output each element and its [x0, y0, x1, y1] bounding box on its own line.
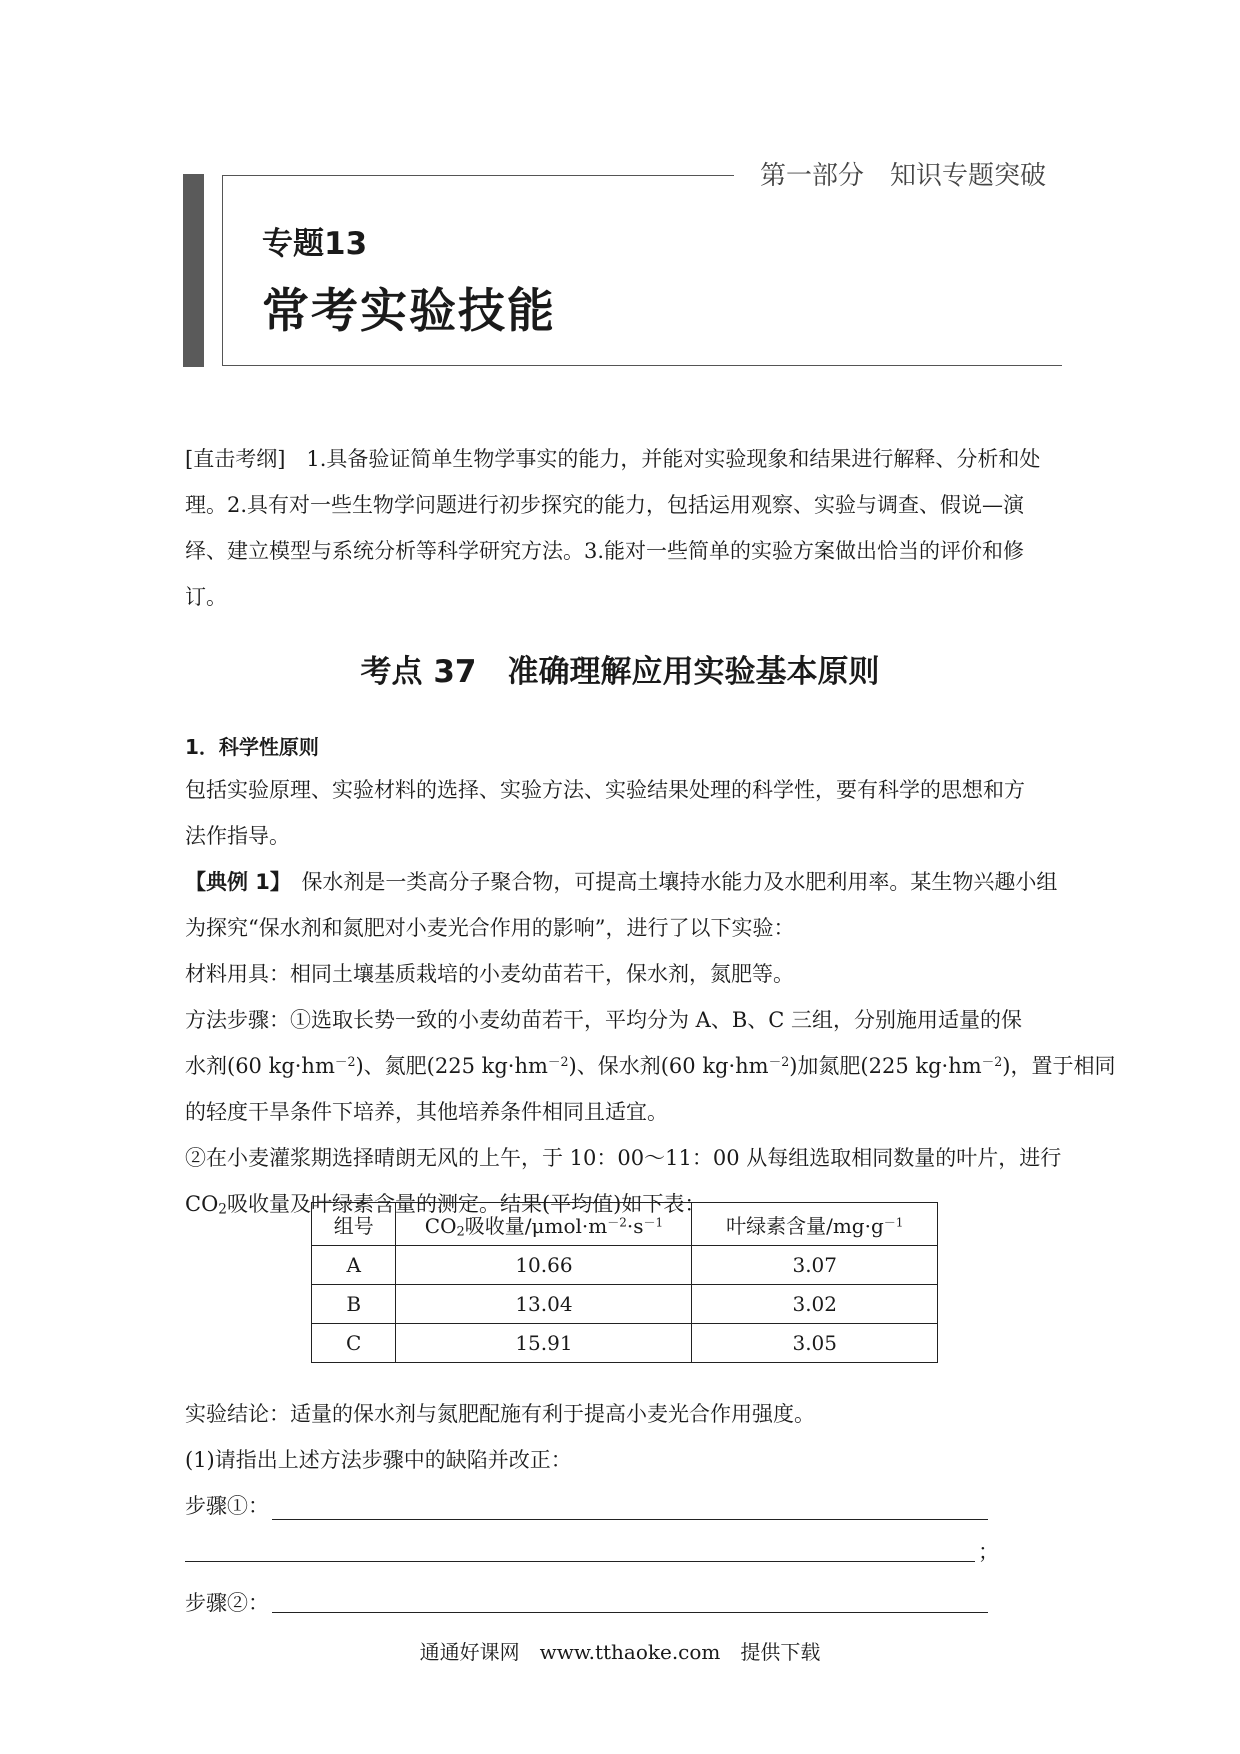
superscript: －2: [547, 1054, 569, 1070]
cell-group: B: [312, 1285, 396, 1324]
step1-label: 步骤①：: [185, 1494, 269, 1518]
superscript: －2: [768, 1054, 790, 1070]
body-text: [185, 767, 1116, 1227]
text-fragment: )、保水剂(60 kg·hm: [568, 1054, 769, 1078]
step2-answer-line[interactable]: [272, 1612, 988, 1613]
header-chlorophyll: [692, 1203, 938, 1246]
example-line: 为探究“保水剂和氮肥对小麦光合作用的影响”，进行了以下实验：: [185, 916, 795, 940]
text-fragment: )，置于相同: [1002, 1054, 1116, 1078]
example-text: 保水剂是一类高分子聚合物，可提高土壤持水能力及水肥利用率。某生物兴趣小组: [301, 870, 1058, 894]
text-fragment: 吸收量及叶绿素含量的测定。结果(平均值)如下表：: [226, 1192, 706, 1216]
title-frame-left-rule: [222, 175, 223, 365]
header-co2: [396, 1203, 692, 1246]
topic-title: 常考实验技能: [262, 284, 556, 339]
table-header-row: [312, 1203, 938, 1246]
step1-answer-line[interactable]: [272, 1519, 988, 1520]
step1-answer-line-2[interactable]: [185, 1561, 975, 1562]
cell-co2: 10.66: [396, 1246, 692, 1285]
method-line: 的轻度干旱条件下培养，其他培养条件相同且适宜。: [185, 1100, 668, 1124]
topic-number: 专题13: [262, 226, 368, 262]
results-table: [311, 1202, 938, 1363]
text-fragment: CO: [424, 1213, 457, 1238]
subscript: 2: [456, 1224, 465, 1240]
method-line-units: [185, 1043, 1116, 1089]
semicolon: ；: [978, 1540, 999, 1564]
text-fragment: 水剂(60 kg·hm: [185, 1054, 335, 1078]
syllabus-line: 理。2.具有对一些生物学问题进行初步探究的能力，包括运用观察、实验与调查、假说—演: [185, 493, 1025, 517]
exam-point-title: 考点 37 准确理解应用实验基本原则: [360, 654, 880, 690]
principle-line: 法作指导。: [185, 824, 290, 848]
conclusion-line: 实验结论：适量的保水剂与氮肥配施有利于提高小麦光合作用强度。: [185, 1402, 815, 1426]
cell-chlorophyll: 3.07: [692, 1246, 938, 1285]
cell-co2: 13.04: [396, 1285, 692, 1324]
superscript: －2: [981, 1054, 1003, 1070]
cell-co2: 15.91: [396, 1324, 692, 1363]
superscript: －1: [883, 1214, 904, 1229]
text-fragment: ·s: [626, 1213, 644, 1238]
title-frame-top-rule: [222, 175, 734, 176]
principle-line: 包括实验原理、实验材料的选择、实验方法、实验结果处理的科学性，要有科学的思想和方: [185, 778, 1025, 802]
cell-group: A: [312, 1246, 396, 1285]
cell-chlorophyll: 3.05: [692, 1324, 938, 1363]
syllabus-line: 订。: [185, 585, 227, 609]
example-tag: 【典例 1】: [185, 870, 281, 894]
text-fragment: )加氮肥(225 kg·hm: [789, 1054, 982, 1078]
section-label: 第一部分 知识专题突破: [760, 161, 1047, 191]
materials-line: 材料用具：相同土壤基质栽培的小麦幼苗若干，保水剂，氮肥等。: [185, 962, 794, 986]
cell-chlorophyll: 3.02: [692, 1285, 938, 1324]
text-fragment: )、氮肥(225 kg·hm: [355, 1054, 548, 1078]
superscript: －2: [334, 1054, 356, 1070]
table-row: [312, 1246, 938, 1285]
superscript: －1: [643, 1214, 664, 1229]
table-row: [312, 1285, 938, 1324]
table-row: [312, 1324, 938, 1363]
step2-label: 步骤②：: [185, 1591, 269, 1615]
syllabus-paragraph: [185, 436, 1060, 620]
subscript: 2: [218, 1201, 227, 1218]
principle-heading: 1．科学性原则: [185, 735, 319, 759]
step2-line: ②在小麦灌浆期选择晴朗无风的上午，于 10：00～11：00 从每组选取相同数量的叶片，进行: [185, 1146, 1062, 1170]
example-intro-line: [185, 859, 1060, 905]
conclusion-block: [185, 1391, 1060, 1529]
syllabus-line: 绎、建立模型与系统分析等科学研究方法。3.能对一些简单的实验方案做出恰当的评价和修: [185, 539, 1025, 563]
superscript: －2: [607, 1214, 627, 1229]
title-side-bar: [183, 174, 204, 367]
text-fragment: 叶绿素含量/mg·g: [726, 1213, 884, 1238]
text-fragment: CO: [185, 1192, 219, 1216]
question-1: (1)请指出上述方法步骤中的缺陷并改正：: [185, 1448, 572, 1472]
title-frame-bottom-rule: [222, 365, 1062, 366]
cell-group: C: [312, 1324, 396, 1363]
header-group: 组号: [312, 1203, 396, 1246]
method-line: 方法步骤：①选取长势一致的小麦幼苗若干，平均分为 A、B、C 三组，分别施用适量的保: [185, 1008, 1023, 1032]
footer-text: 通通好课网 www.tthaoke.com 提供下载: [419, 1640, 821, 1664]
text-fragment: 吸收量/μmol·m: [464, 1213, 608, 1238]
syllabus-line: [直击考纲] 1.具备验证简单生物学事实的能力，并能对实验现象和结果进行解释、分析和处: [185, 447, 1041, 471]
